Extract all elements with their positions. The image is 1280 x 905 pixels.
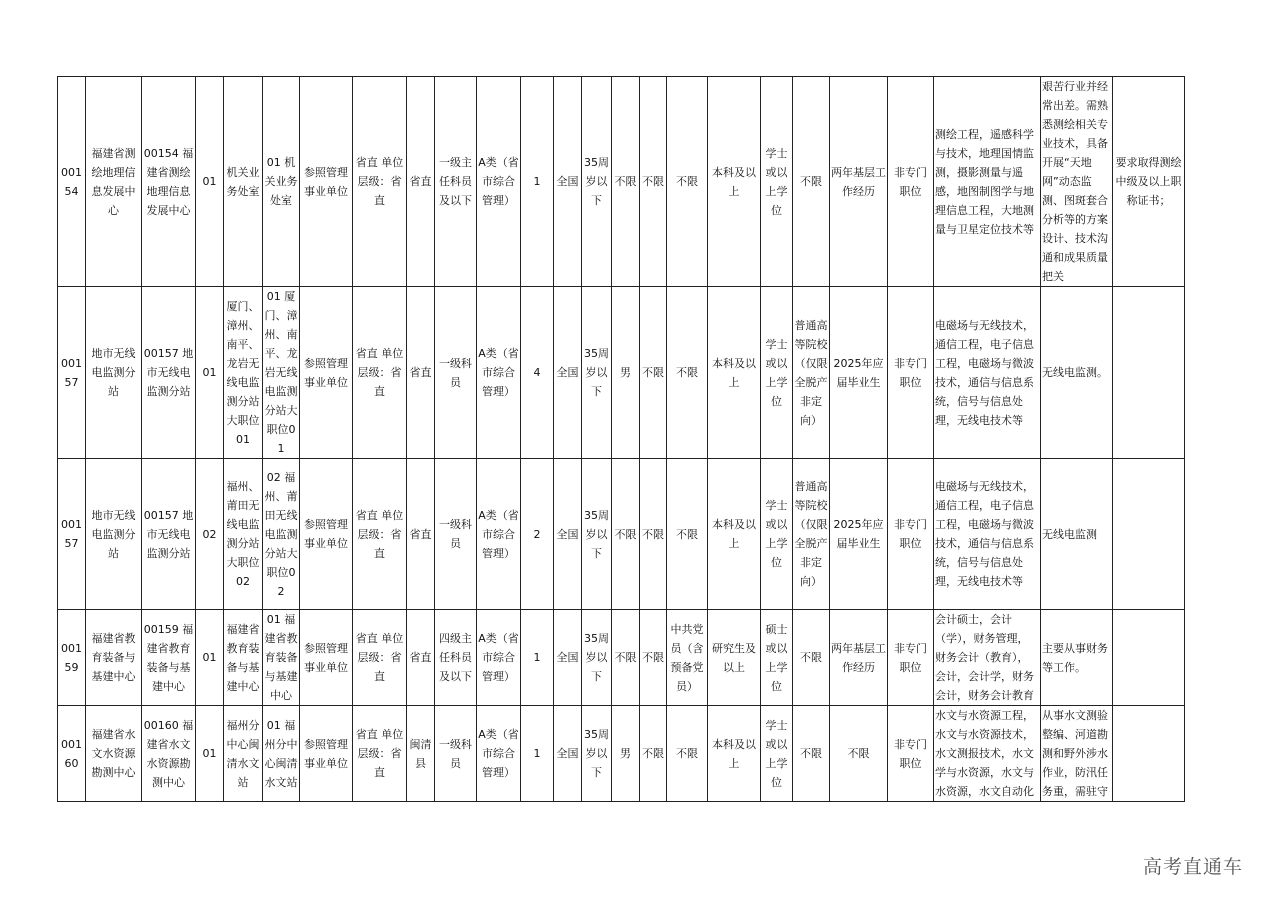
cell-level: 省直 单位层级：省直: [353, 287, 407, 459]
cell-pos-name: 厦门、漳州、南平、龙岩无线电监测分站大职位01: [224, 287, 263, 459]
cell-age: 35周岁以下: [582, 706, 612, 802]
cell-code: 00157: [58, 459, 86, 610]
cell-scope: 全国: [554, 610, 582, 706]
cell-education: 本科及以上: [708, 77, 761, 287]
cell-age: 35周岁以下: [582, 77, 612, 287]
cell-scope: 全国: [554, 459, 582, 610]
cell-remark: [1113, 459, 1185, 610]
watermark-text: 高考直通车: [1143, 856, 1244, 878]
cell-rank: 一级主任科员及以下: [435, 77, 477, 287]
cell-source: 普通高等院校（仅限全脱产非定向）: [793, 287, 830, 459]
cell-count: 1: [521, 706, 554, 802]
cell-exam-class: A类（省市综合管理）: [477, 706, 521, 802]
cell-job-type: 非专门职位: [888, 77, 934, 287]
cell-pos-name: 福建省教育装备与基建中心: [224, 610, 263, 706]
cell-other: 无线电监测: [1041, 459, 1113, 610]
cell-region: 省直: [407, 287, 435, 459]
cell-pos-code: 01 厦门、漳州、南平、龙岩无线电监测分站大职位01: [263, 287, 300, 459]
cell-major: 测绘工程，遥感科学与技术，地理国情监测，摄影测量与遥感，地图制图学与地理信息工程，大地测量与卫星定位技术等: [934, 77, 1041, 287]
table-row: [58, 706, 1185, 802]
cell-pos-code: 01 福州分中心闽清水文站: [263, 706, 300, 802]
cell-degree: 学士或以上学位: [761, 459, 793, 610]
cell-other: 从事水文测验整编、河道勘测和野外涉水作业，防汛任务重，需驻守: [1041, 706, 1113, 802]
cell-other: 艰苦行业并经常出差。需熟悉测绘相关专业技术，具备开展“天地网”动态监测、图斑套合分析等的方案设计、技术沟通和成果质量把关: [1041, 77, 1113, 287]
cell-gender: 不限: [612, 610, 640, 706]
cell-pos-no: 02: [196, 459, 224, 610]
cell-org: 福建省教育装备与基建中心: [86, 610, 142, 706]
cell-other: 无线电监测。: [1041, 287, 1113, 459]
cell-pos-name: 福州分中心闽清水文站: [224, 706, 263, 802]
cell-pos-name: 福州、莆田无线电监测分站大职位02: [224, 459, 263, 610]
cell-pos-no: 01: [196, 706, 224, 802]
cell-region: 省直: [407, 610, 435, 706]
cell-politics: 中共党员（含预备党员）: [667, 610, 708, 706]
cell-scope: 全国: [554, 706, 582, 802]
cell-org: 福建省测绘地理信息发展中心: [86, 77, 142, 287]
cell-count: 1: [521, 610, 554, 706]
cell-politics: 不限: [667, 287, 708, 459]
cell-exam-class: A类（省市综合管理）: [477, 287, 521, 459]
cell-unit: 00154 福建省测绘地理信息发展中心: [142, 77, 196, 287]
cell-ethnicity: 不限: [640, 706, 667, 802]
table-row: [58, 77, 1185, 287]
cell-gender: 男: [612, 706, 640, 802]
cell-scope: 全国: [554, 77, 582, 287]
cell-source: 不限: [793, 610, 830, 706]
cell-degree: 学士或以上学位: [761, 706, 793, 802]
cell-age: 35周岁以下: [582, 287, 612, 459]
cell-other: 主要从事财务等工作。: [1041, 610, 1113, 706]
cell-age: 35周岁以下: [582, 610, 612, 706]
cell-ethnicity: 不限: [640, 459, 667, 610]
table-row: [58, 610, 1185, 706]
cell-job-type: 非专门职位: [888, 706, 934, 802]
cell-ethnicity: 不限: [640, 287, 667, 459]
cell-rank: 一级科员: [435, 706, 477, 802]
cell-source: 普通高等院校（仅限全脱产非定向）: [793, 459, 830, 610]
cell-job-type: 非专门职位: [888, 287, 934, 459]
cell-education: 本科及以上: [708, 459, 761, 610]
cell-job-type: 非专门职位: [888, 610, 934, 706]
cell-code: 00157: [58, 287, 86, 459]
cell-politics: 不限: [667, 706, 708, 802]
cell-education: 本科及以上: [708, 287, 761, 459]
cell-major: 电磁场与无线技术，通信工程，电子信息工程，电磁场与微波技术，通信与信息系统，信号与信息处理，无线电技术等: [934, 287, 1041, 459]
cell-job-type: 非专门职位: [888, 459, 934, 610]
cell-remark: [1113, 287, 1185, 459]
table-row: [58, 459, 1185, 610]
cell-unit-type: 参照管理事业单位: [300, 459, 353, 610]
cell-level: 省直 单位层级：省直: [353, 459, 407, 610]
cell-unit: 00157 地市无线电监测分站: [142, 287, 196, 459]
cell-org: 福建省水文水资源勘测中心: [86, 706, 142, 802]
cell-experience: 不限: [830, 706, 888, 802]
cell-pos-code: 01 福建省教育装备与基建中心: [263, 610, 300, 706]
cell-gender: 不限: [612, 459, 640, 610]
cell-gender: 不限: [612, 77, 640, 287]
cell-major: 电磁场与无线技术，通信工程，电子信息工程，电磁场与微波技术，通信与信息系统，信号与信息处理，无线电技术等: [934, 459, 1041, 610]
cell-pos-no: 01: [196, 610, 224, 706]
cell-degree: 硕士或以上学位: [761, 610, 793, 706]
cell-pos-no: 01: [196, 77, 224, 287]
cell-exam-class: A类（省市综合管理）: [477, 77, 521, 287]
cell-remark: 要求取得测绘中级及以上职称证书；: [1113, 77, 1185, 287]
cell-ethnicity: 不限: [640, 77, 667, 287]
cell-pos-code: 01 机关业务处室: [263, 77, 300, 287]
cell-count: 1: [521, 77, 554, 287]
cell-source: 不限: [793, 77, 830, 287]
cell-politics: 不限: [667, 459, 708, 610]
cell-code: 00160: [58, 706, 86, 802]
cell-major: 水文与水资源工程，水文与水资源技术，水文测报技术，水文学与水资源，水文与水资源，水文自动化: [934, 706, 1041, 802]
cell-code: 00154: [58, 77, 86, 287]
cell-count: 2: [521, 459, 554, 610]
cell-degree: 学士或以上学位: [761, 287, 793, 459]
cell-politics: 不限: [667, 77, 708, 287]
cell-unit-type: 参照管理事业单位: [300, 610, 353, 706]
cell-gender: 男: [612, 287, 640, 459]
cell-region: 闽清县: [407, 706, 435, 802]
cell-source: 不限: [793, 706, 830, 802]
job-listing-table: [57, 76, 1185, 802]
cell-rank: 一级科员: [435, 287, 477, 459]
cell-unit: 00159 福建省教育装备与基建中心: [142, 610, 196, 706]
cell-pos-no: 01: [196, 287, 224, 459]
cell-experience: 2025年应届毕业生: [830, 459, 888, 610]
cell-code: 00159: [58, 610, 86, 706]
cell-remark: [1113, 610, 1185, 706]
cell-region: 省直: [407, 77, 435, 287]
cell-exam-class: A类（省市综合管理）: [477, 459, 521, 610]
cell-degree: 学士或以上学位: [761, 77, 793, 287]
cell-ethnicity: 不限: [640, 610, 667, 706]
cell-level: 省直 单位层级：省直: [353, 610, 407, 706]
cell-experience: 2025年应届毕业生: [830, 287, 888, 459]
cell-region: 省直: [407, 459, 435, 610]
cell-pos-code: 02 福州、莆田无线电监测分站大职位02: [263, 459, 300, 610]
cell-level: 省直 单位层级：省直: [353, 706, 407, 802]
cell-unit-type: 参照管理事业单位: [300, 706, 353, 802]
cell-experience: 两年基层工作经历: [830, 610, 888, 706]
cell-education: 本科及以上: [708, 706, 761, 802]
cell-rank: 四级主任科员及以下: [435, 610, 477, 706]
cell-pos-name: 机关业务处室: [224, 77, 263, 287]
cell-unit: 00157 地市无线电监测分站: [142, 459, 196, 610]
cell-scope: 全国: [554, 287, 582, 459]
cell-experience: 两年基层工作经历: [830, 77, 888, 287]
cell-age: 35周岁以下: [582, 459, 612, 610]
cell-exam-class: A类（省市综合管理）: [477, 610, 521, 706]
cell-org: 地市无线电监测分站: [86, 287, 142, 459]
cell-education: 研究生及以上: [708, 610, 761, 706]
cell-unit-type: 参照管理事业单位: [300, 287, 353, 459]
cell-org: 地市无线电监测分站: [86, 459, 142, 610]
cell-count: 4: [521, 287, 554, 459]
cell-unit-type: 参照管理事业单位: [300, 77, 353, 287]
cell-major: 会计硕士，会计（学），财务管理，财务会计（教育），会计，会计学，财务会计，财务会计教育: [934, 610, 1041, 706]
table-row: [58, 287, 1185, 459]
cell-unit: 00160 福建省水文水资源勘测中心: [142, 706, 196, 802]
cell-remark: [1113, 706, 1185, 802]
cell-level: 省直 单位层级：省直: [353, 77, 407, 287]
cell-rank: 一级科员: [435, 459, 477, 610]
